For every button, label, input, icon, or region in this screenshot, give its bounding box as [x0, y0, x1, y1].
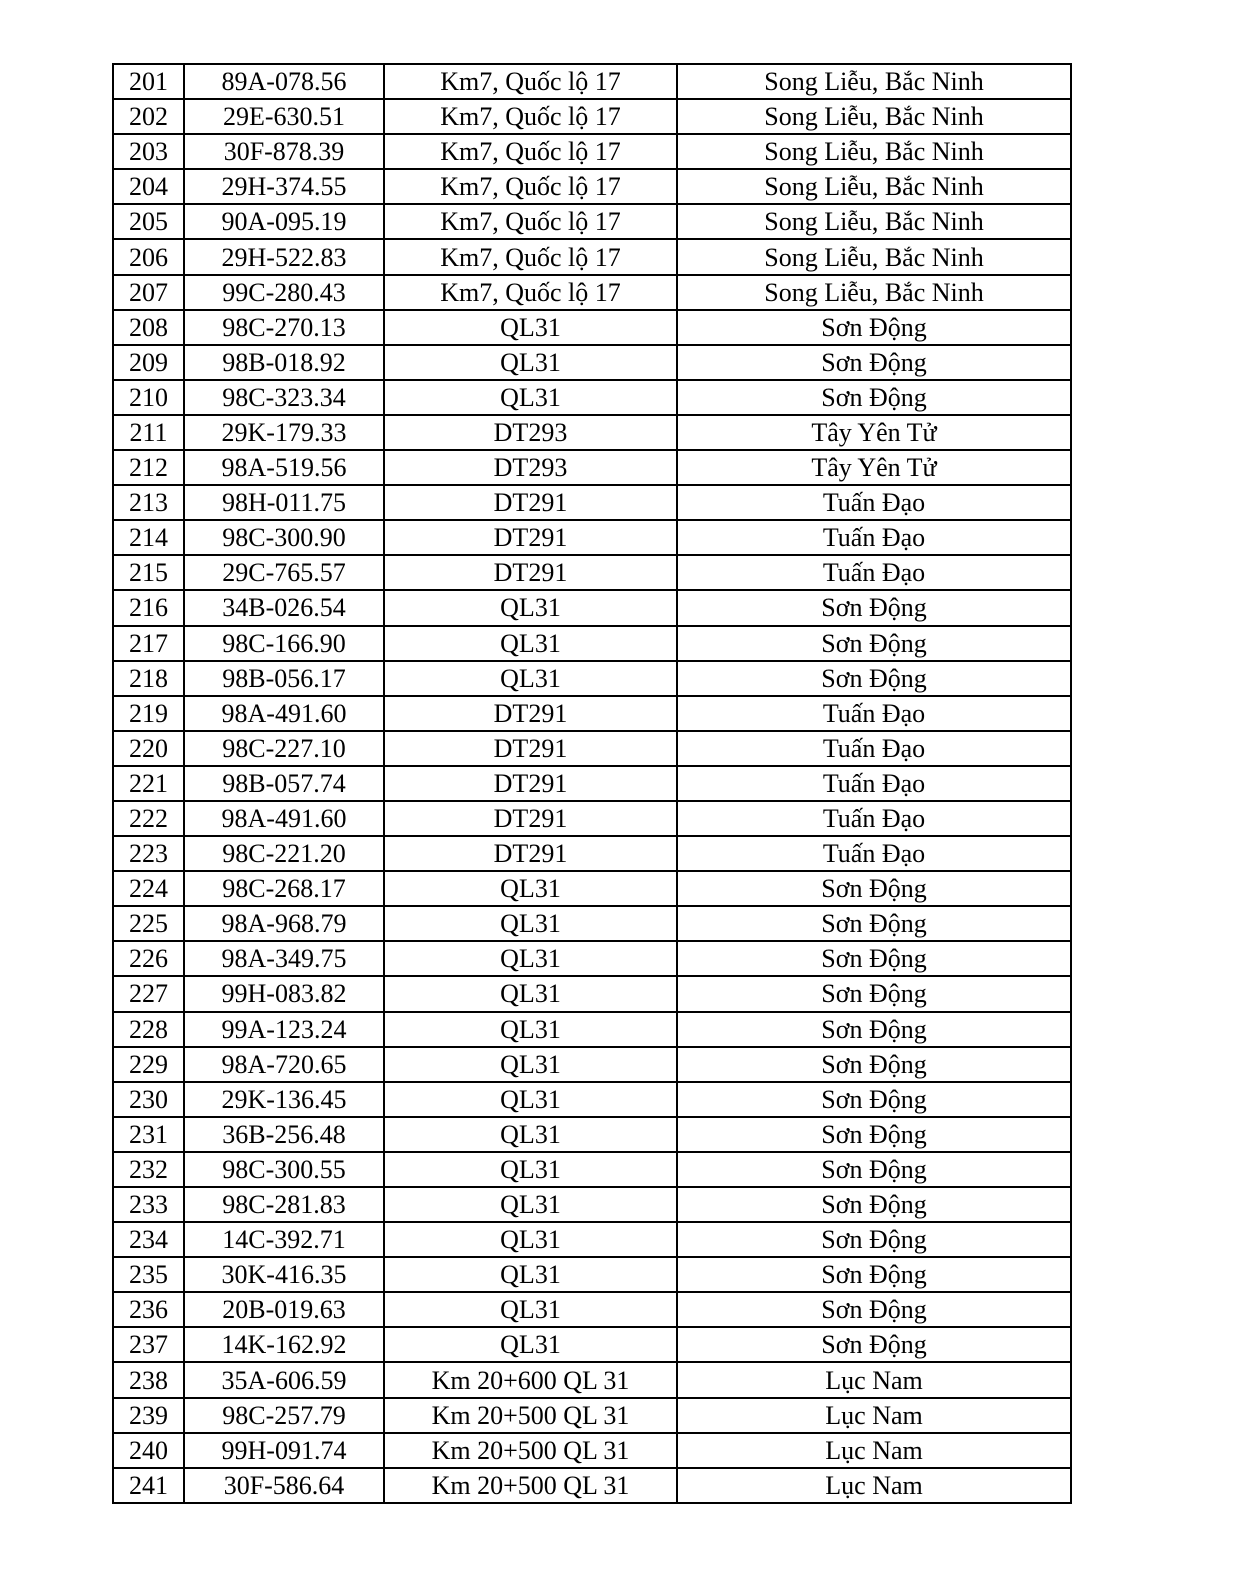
license-plate-cell: 98C-281.83 [184, 1187, 384, 1222]
table-row [113, 871, 1071, 906]
table-row [113, 275, 1071, 310]
area-cell: Sơn Động [677, 1257, 1071, 1292]
location-cell: Km7, Quốc lộ 17 [384, 204, 677, 239]
location-cell: QL31 [384, 871, 677, 906]
table-row [113, 310, 1071, 345]
area-cell: Song Liễu, Bắc Ninh [677, 275, 1071, 310]
area-cell: Tây Yên Tử [677, 450, 1071, 485]
table-row [113, 485, 1071, 520]
row-number-cell: 218 [113, 661, 184, 696]
row-number-cell: 201 [113, 64, 184, 99]
location-cell: QL31 [384, 626, 677, 661]
location-cell: DT291 [384, 696, 677, 731]
table-row [113, 204, 1071, 239]
license-plate-cell: 98B-057.74 [184, 766, 384, 801]
license-plate-cell: 98C-227.10 [184, 731, 384, 766]
license-plate-cell: 98A-349.75 [184, 941, 384, 976]
row-number-cell: 212 [113, 450, 184, 485]
area-cell: Tuấn Đạo [677, 836, 1071, 871]
row-number-cell: 208 [113, 310, 184, 345]
location-cell: Km 20+600 QL 31 [384, 1362, 677, 1397]
area-cell: Lục Nam [677, 1433, 1071, 1468]
row-number-cell: 216 [113, 590, 184, 625]
location-cell: DT293 [384, 415, 677, 450]
location-cell: QL31 [384, 1047, 677, 1082]
location-cell: DT291 [384, 766, 677, 801]
license-plate-cell: 20B-019.63 [184, 1292, 384, 1327]
location-cell: QL31 [384, 1012, 677, 1047]
table-row [113, 626, 1071, 661]
table-row [113, 731, 1071, 766]
table-body [113, 64, 1071, 1503]
location-cell: QL31 [384, 1152, 677, 1187]
location-cell: QL31 [384, 1327, 677, 1362]
license-plate-cell: 98H-011.75 [184, 485, 384, 520]
location-cell: Km 20+500 QL 31 [384, 1468, 677, 1503]
license-plate-cell: 35A-606.59 [184, 1362, 384, 1397]
location-cell: QL31 [384, 1117, 677, 1152]
area-cell: Sơn Động [677, 310, 1071, 345]
license-plate-cell: 29K-179.33 [184, 415, 384, 450]
table-row [113, 64, 1071, 99]
license-plate-cell: 98C-221.20 [184, 836, 384, 871]
table-row [113, 801, 1071, 836]
license-plate-cell: 99H-083.82 [184, 976, 384, 1011]
location-cell: QL31 [384, 345, 677, 380]
license-plate-cell: 98C-257.79 [184, 1398, 384, 1433]
area-cell: Sơn Động [677, 1012, 1071, 1047]
area-cell: Lục Nam [677, 1398, 1071, 1433]
table-row [113, 941, 1071, 976]
row-number-cell: 206 [113, 239, 184, 274]
license-plate-cell: 89A-078.56 [184, 64, 384, 99]
area-cell: Sơn Động [677, 1082, 1071, 1117]
row-number-cell: 207 [113, 275, 184, 310]
area-cell: Sơn Động [677, 871, 1071, 906]
area-cell: Tuấn Đạo [677, 485, 1071, 520]
area-cell: Sơn Động [677, 1117, 1071, 1152]
area-cell: Tuấn Đạo [677, 731, 1071, 766]
license-plate-cell: 98A-720.65 [184, 1047, 384, 1082]
area-cell: Sơn Động [677, 1047, 1071, 1082]
license-plate-cell: 14C-392.71 [184, 1222, 384, 1257]
location-cell: QL31 [384, 1257, 677, 1292]
row-number-cell: 220 [113, 731, 184, 766]
area-cell: Tuấn Đạo [677, 520, 1071, 555]
location-cell: Km7, Quốc lộ 17 [384, 169, 677, 204]
area-cell: Song Liễu, Bắc Ninh [677, 64, 1071, 99]
area-cell: Sơn Động [677, 380, 1071, 415]
license-plate-cell: 29E-630.51 [184, 99, 384, 134]
area-cell: Song Liễu, Bắc Ninh [677, 169, 1071, 204]
location-cell: Km7, Quốc lộ 17 [384, 99, 677, 134]
table-row [113, 1362, 1071, 1397]
row-number-cell: 233 [113, 1187, 184, 1222]
row-number-cell: 241 [113, 1468, 184, 1503]
table-row [113, 766, 1071, 801]
row-number-cell: 239 [113, 1398, 184, 1433]
license-plate-cell: 98B-056.17 [184, 661, 384, 696]
location-cell: Km7, Quốc lộ 17 [384, 64, 677, 99]
table-row [113, 1082, 1071, 1117]
area-cell: Tuấn Đạo [677, 555, 1071, 590]
row-number-cell: 203 [113, 134, 184, 169]
area-cell: Sơn Động [677, 906, 1071, 941]
license-plate-cell: 98C-166.90 [184, 626, 384, 661]
license-plate-cell: 29H-374.55 [184, 169, 384, 204]
table-row [113, 380, 1071, 415]
area-cell: Sơn Động [677, 626, 1071, 661]
area-cell: Lục Nam [677, 1468, 1071, 1503]
license-plate-cell: 98B-018.92 [184, 345, 384, 380]
location-cell: DT291 [384, 555, 677, 590]
license-plate-cell: 90A-095.19 [184, 204, 384, 239]
table-row [113, 169, 1071, 204]
row-number-cell: 217 [113, 626, 184, 661]
area-cell: Song Liễu, Bắc Ninh [677, 99, 1071, 134]
location-cell: Km 20+500 QL 31 [384, 1433, 677, 1468]
license-plate-cell: 30K-416.35 [184, 1257, 384, 1292]
location-cell: QL31 [384, 976, 677, 1011]
row-number-cell: 221 [113, 766, 184, 801]
area-cell: Sơn Động [677, 1152, 1071, 1187]
area-cell: Sơn Động [677, 345, 1071, 380]
row-number-cell: 214 [113, 520, 184, 555]
row-number-cell: 205 [113, 204, 184, 239]
location-cell: QL31 [384, 661, 677, 696]
license-plate-cell: 30F-878.39 [184, 134, 384, 169]
row-number-cell: 215 [113, 555, 184, 590]
area-cell: Song Liễu, Bắc Ninh [677, 239, 1071, 274]
row-number-cell: 230 [113, 1082, 184, 1117]
row-number-cell: 204 [113, 169, 184, 204]
table-row [113, 415, 1071, 450]
license-plate-cell: 29C-765.57 [184, 555, 384, 590]
location-cell: Km7, Quốc lộ 17 [384, 239, 677, 274]
table-row [113, 239, 1071, 274]
table-row [113, 134, 1071, 169]
location-cell: QL31 [384, 1082, 677, 1117]
table-row [113, 520, 1071, 555]
location-cell: Km7, Quốc lộ 17 [384, 134, 677, 169]
table-row [113, 1292, 1071, 1327]
area-cell: Tây Yên Tử [677, 415, 1071, 450]
license-plate-cell: 98C-300.55 [184, 1152, 384, 1187]
table-row [113, 696, 1071, 731]
table-row [113, 1433, 1071, 1468]
row-number-cell: 229 [113, 1047, 184, 1082]
area-cell: Sơn Động [677, 1187, 1071, 1222]
violations-table [112, 63, 1072, 1504]
license-plate-cell: 98A-491.60 [184, 696, 384, 731]
license-plate-cell: 98C-270.13 [184, 310, 384, 345]
row-number-cell: 210 [113, 380, 184, 415]
location-cell: QL31 [384, 310, 677, 345]
row-number-cell: 235 [113, 1257, 184, 1292]
license-plate-cell: 98A-968.79 [184, 906, 384, 941]
table-row [113, 1012, 1071, 1047]
table-row [113, 1222, 1071, 1257]
area-cell: Sơn Động [677, 1327, 1071, 1362]
license-plate-cell: 36B-256.48 [184, 1117, 384, 1152]
row-number-cell: 226 [113, 941, 184, 976]
table-row [113, 906, 1071, 941]
table-row [113, 450, 1071, 485]
area-cell: Sơn Động [677, 1292, 1071, 1327]
location-cell: QL31 [384, 1222, 677, 1257]
row-number-cell: 211 [113, 415, 184, 450]
location-cell: DT291 [384, 485, 677, 520]
license-plate-cell: 29K-136.45 [184, 1082, 384, 1117]
license-plate-cell: 98A-491.60 [184, 801, 384, 836]
row-number-cell: 224 [113, 871, 184, 906]
license-plate-cell: 98A-519.56 [184, 450, 384, 485]
table-row [113, 1468, 1071, 1503]
location-cell: QL31 [384, 1292, 677, 1327]
license-plate-cell: 98C-323.34 [184, 380, 384, 415]
row-number-cell: 236 [113, 1292, 184, 1327]
license-plate-cell: 98C-300.90 [184, 520, 384, 555]
row-number-cell: 240 [113, 1433, 184, 1468]
license-plate-cell: 98C-268.17 [184, 871, 384, 906]
table-row [113, 345, 1071, 380]
row-number-cell: 209 [113, 345, 184, 380]
area-cell: Sơn Động [677, 661, 1071, 696]
location-cell: DT291 [384, 731, 677, 766]
area-cell: Song Liễu, Bắc Ninh [677, 134, 1071, 169]
table-row [113, 1117, 1071, 1152]
table-row [113, 1152, 1071, 1187]
area-cell: Sơn Động [677, 976, 1071, 1011]
location-cell: DT293 [384, 450, 677, 485]
location-cell: QL31 [384, 906, 677, 941]
license-plate-cell: 14K-162.92 [184, 1327, 384, 1362]
area-cell: Tuấn Đạo [677, 766, 1071, 801]
table-row [113, 1398, 1071, 1433]
row-number-cell: 225 [113, 906, 184, 941]
license-plate-cell: 99H-091.74 [184, 1433, 384, 1468]
license-plate-cell: 30F-586.64 [184, 1468, 384, 1503]
area-cell: Tuấn Đạo [677, 696, 1071, 731]
table-row [113, 976, 1071, 1011]
table-row [113, 555, 1071, 590]
license-plate-cell: 99A-123.24 [184, 1012, 384, 1047]
location-cell: DT291 [384, 836, 677, 871]
area-cell: Sơn Động [677, 590, 1071, 625]
row-number-cell: 238 [113, 1362, 184, 1397]
location-cell: QL31 [384, 380, 677, 415]
row-number-cell: 228 [113, 1012, 184, 1047]
table-row [113, 1047, 1071, 1082]
location-cell: DT291 [384, 520, 677, 555]
location-cell: DT291 [384, 801, 677, 836]
area-cell: Lục Nam [677, 1362, 1071, 1397]
row-number-cell: 202 [113, 99, 184, 134]
license-plate-cell: 29H-522.83 [184, 239, 384, 274]
row-number-cell: 231 [113, 1117, 184, 1152]
area-cell: Sơn Động [677, 1222, 1071, 1257]
license-plate-cell: 99C-280.43 [184, 275, 384, 310]
table-row [113, 99, 1071, 134]
table-row [113, 1327, 1071, 1362]
table-row [113, 1187, 1071, 1222]
table-row [113, 1257, 1071, 1292]
license-plate-cell: 34B-026.54 [184, 590, 384, 625]
table-row [113, 661, 1071, 696]
location-cell: QL31 [384, 1187, 677, 1222]
area-cell: Song Liễu, Bắc Ninh [677, 204, 1071, 239]
row-number-cell: 227 [113, 976, 184, 1011]
row-number-cell: 219 [113, 696, 184, 731]
table-row [113, 836, 1071, 871]
location-cell: Km 20+500 QL 31 [384, 1398, 677, 1433]
area-cell: Sơn Động [677, 941, 1071, 976]
row-number-cell: 222 [113, 801, 184, 836]
row-number-cell: 234 [113, 1222, 184, 1257]
row-number-cell: 232 [113, 1152, 184, 1187]
location-cell: Km7, Quốc lộ 17 [384, 275, 677, 310]
location-cell: QL31 [384, 590, 677, 625]
location-cell: QL31 [384, 941, 677, 976]
row-number-cell: 237 [113, 1327, 184, 1362]
row-number-cell: 223 [113, 836, 184, 871]
area-cell: Tuấn Đạo [677, 801, 1071, 836]
table-row [113, 590, 1071, 625]
row-number-cell: 213 [113, 485, 184, 520]
